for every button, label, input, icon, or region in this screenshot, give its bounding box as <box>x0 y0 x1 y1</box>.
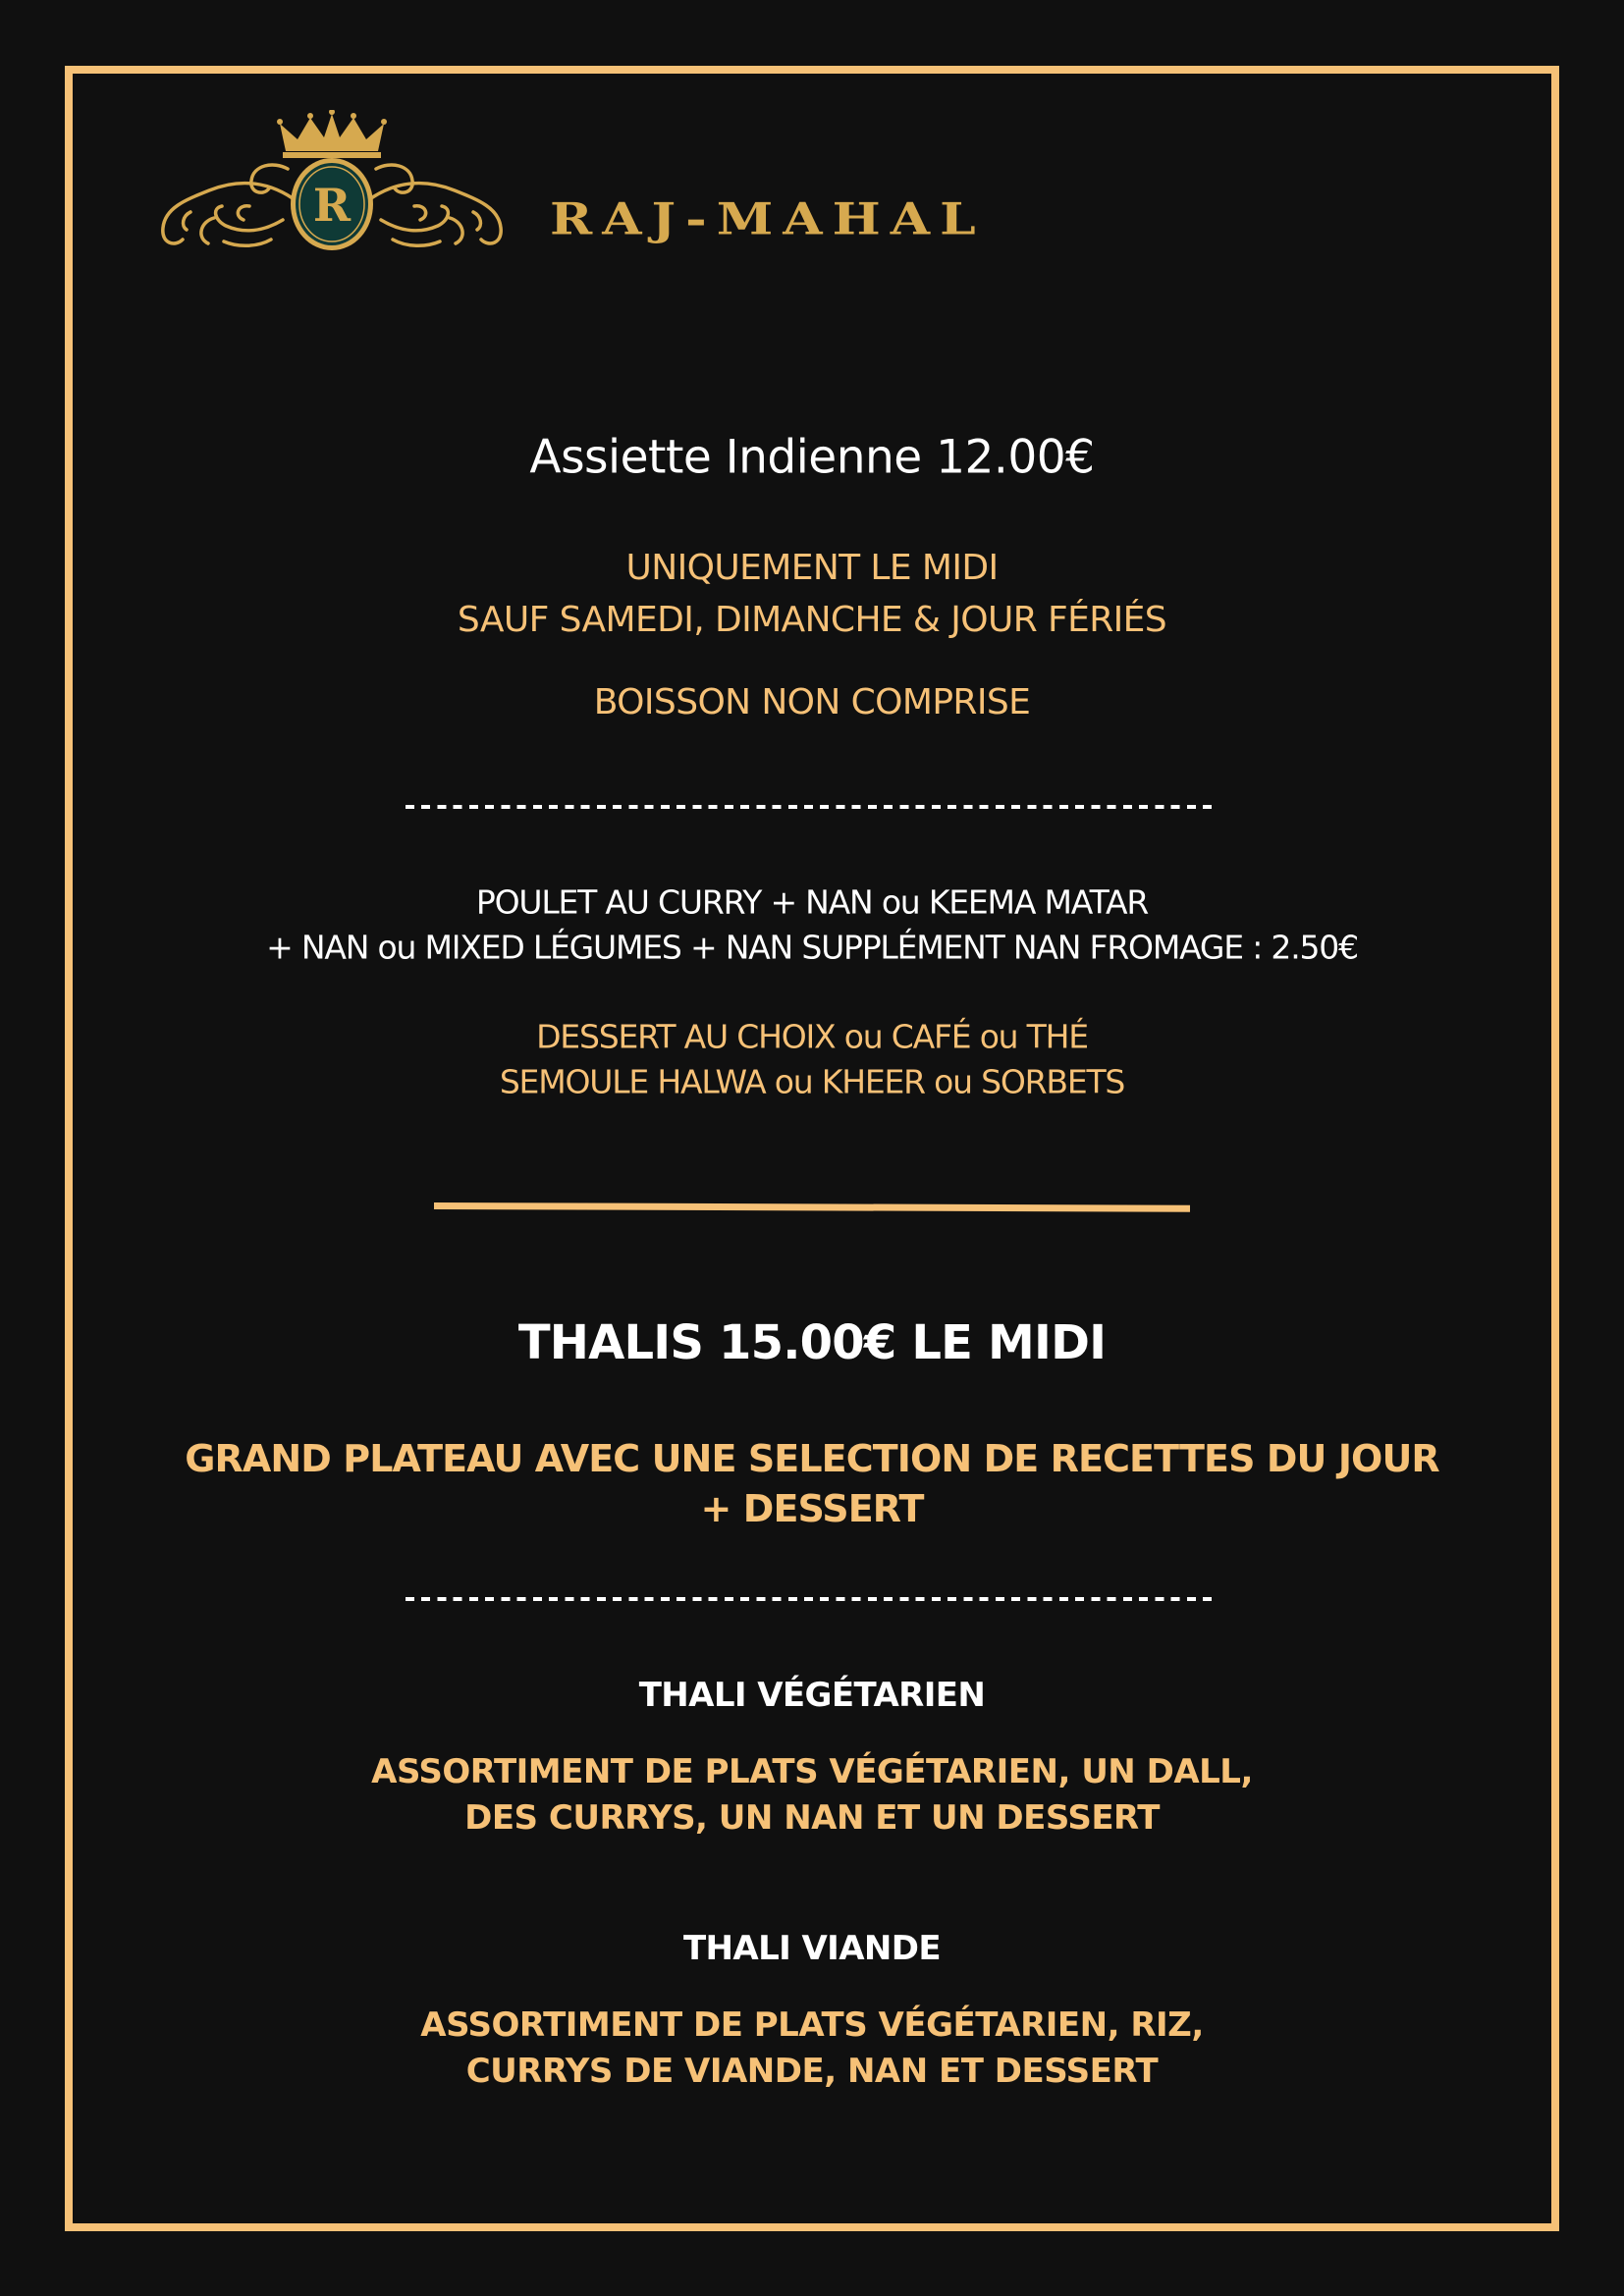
raj-mahal-emblem-logo <box>155 110 509 255</box>
thali-viande-name: THALI VIANDE <box>682 1929 942 1968</box>
assiette-condition-line-2: SAUF SAMEDI, DIMANCHE & JOUR FÉRIÉS <box>457 600 1167 640</box>
left-filigree-icon <box>163 165 293 245</box>
assiette-drink-note: BOISSON NON COMPRISE <box>593 682 1031 722</box>
assiette-title: Assiette Indienne 12.00€ <box>529 430 1095 485</box>
assiette-condition-line-1: UNIQUEMENT LE MIDI <box>625 548 999 588</box>
dashed-separator <box>406 805 1218 809</box>
crown-icon <box>277 110 387 158</box>
thali-viande-description-line-2: CURRYS DE VIANDE, NAN ET DESSERT <box>465 2052 1159 2091</box>
thalis-title: THALIS 15.00€ LE MIDI <box>517 1315 1107 1370</box>
emblem-letter: R <box>312 179 352 232</box>
thali-vegetarien-description-line-2: DES CURRYS, UN NAN ET UN DESSERT <box>464 1798 1160 1838</box>
right-filigree-icon <box>371 165 501 245</box>
thali-vegetarien-description-line-1: ASSORTIMENT DE PLATS VÉGÉTARIEN, UN DALL, <box>371 1752 1253 1791</box>
thalis-description-line-1: GRAND PLATEAU AVEC UNE SELECTION DE RECETTES DU JOUR <box>185 1437 1439 1480</box>
assiette-dish-line-2: + NAN ou MIXED LÉGUMES + NAN SUPPLÉMENT NAN FROMAGE : 2.50€ <box>266 928 1358 967</box>
brand-wordmark: RAJ-MAHAL <box>550 193 986 245</box>
thalis-description-line-2: + DESSERT <box>700 1487 924 1530</box>
menu-border-frame <box>65 66 1559 2231</box>
dashed-separator <box>406 1597 1218 1601</box>
assiette-dessert-line-1: DESSERT AU CHOIX ou CAFÉ ou THÉ <box>536 1017 1088 1056</box>
thali-viande-description-line-1: ASSORTIMENT DE PLATS VÉGÉTARIEN, RIZ, <box>420 2005 1204 2045</box>
thali-vegetarien-name: THALI VÉGÉTARIEN <box>638 1676 986 1715</box>
assiette-dessert-line-2: SEMOULE HALWA ou KHEER ou SORBETS <box>499 1062 1125 1101</box>
assiette-dish-line-1: POULET AU CURRY + NAN ou KEEMA MATAR <box>475 882 1149 922</box>
emblem-medallion <box>291 158 373 250</box>
